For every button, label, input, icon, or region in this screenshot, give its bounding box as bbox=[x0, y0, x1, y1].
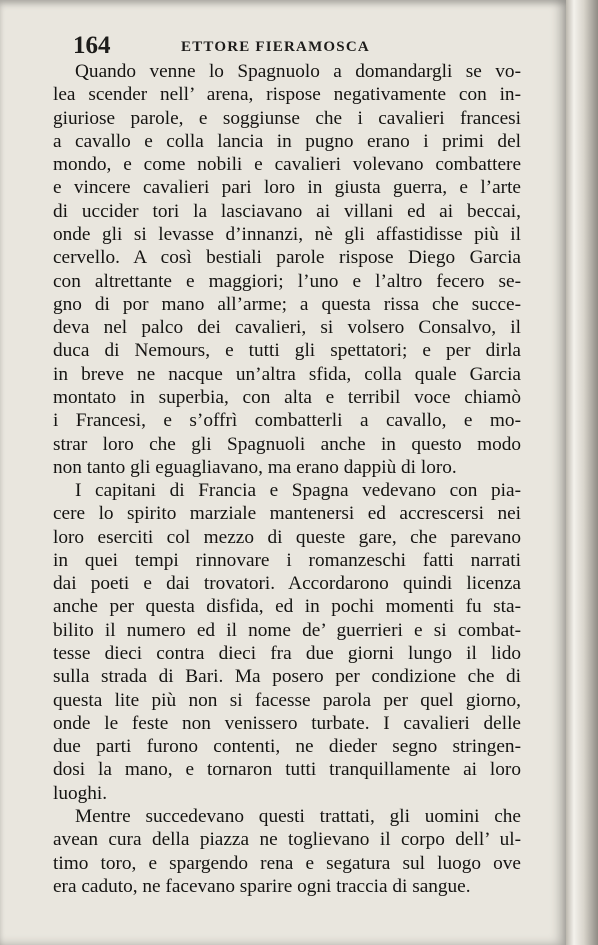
text-line: Mentre succedevano questi trattati, gli uomini che bbox=[75, 806, 521, 827]
text-line: a cavallo e colla lancia in pugno erano i primi del bbox=[53, 130, 521, 152]
text-line: cervello. A così bestiali parole rispose Diego Garcia bbox=[53, 247, 521, 269]
text-line: loro eserciti col mezzo di queste gare, che parevano bbox=[53, 526, 521, 548]
text-line: gno di por mano all’arme; a questa rissa che succe- bbox=[53, 293, 521, 315]
text-line: anche per questa disfida, ed in pochi momenti fu sta- bbox=[53, 596, 521, 618]
text-line: timo toro, e spargendo rena e segatura sul luogo ove bbox=[53, 852, 521, 874]
text-line: duca di Nemours, e tutti gli spettatori; e per dirla bbox=[53, 340, 521, 362]
text-line: luoghi. bbox=[53, 782, 108, 804]
text-line: i Francesi, e s’offrì combatterli a cavallo, e mo- bbox=[53, 410, 521, 432]
text-line: montato in superbia, con alta e terribil voce chiamò bbox=[53, 386, 521, 408]
text-line: con altrettante e maggiori; l’uno e l’altro fecero se- bbox=[53, 270, 521, 292]
text-line: Quando venne lo Spagnuolo a domandargli se vo- bbox=[75, 61, 521, 82]
body-text bbox=[53, 60, 521, 898]
page-edge bbox=[566, 0, 598, 945]
page-number: 164 bbox=[73, 32, 111, 59]
text-line: in breve ne nacque un’altra sfida, colla quale Garcia bbox=[53, 363, 521, 385]
text-line: dai poeti e dai trovatori. Accordarono quindi licenza bbox=[53, 573, 521, 595]
text-line: lea scender nell’ arena, rispose negativamente con in- bbox=[53, 84, 521, 106]
text-line: giuriose parole, e soggiunse che i cavalieri francesi bbox=[53, 107, 521, 129]
paragraph bbox=[53, 805, 521, 898]
text-line: dosi la mano, e tornaron tutti tranquillamente ai loro bbox=[53, 759, 521, 781]
text-line: era caduto, ne facevano sparire ogni traccia di sangue. bbox=[53, 875, 471, 897]
text-line: questa lite più non si facesse parola per quel giorno, bbox=[53, 689, 521, 711]
text-line: cere lo spirito marziale mantenersi ed accrescersi nei bbox=[53, 503, 521, 525]
text-line: mondo, e come nobili e cavalieri volevano combattere bbox=[53, 154, 521, 176]
text-line: onde le feste non venissero turbate. I cavalieri delle bbox=[53, 712, 521, 734]
text-line: di uccider tori la lasciavano ai villani ed ai beccai, bbox=[53, 200, 521, 222]
text-line: onde gli si levasse d’innanzi, nè gli affastidisse più il bbox=[53, 223, 521, 245]
text-line: in quei tempi rinnovare i romanzeschi fatti narrati bbox=[53, 549, 521, 571]
text-line: due parti furono contenti, ne dieder segno stringen- bbox=[53, 736, 521, 758]
text-line: sulla strada di Bari. Ma posero per condizione che di bbox=[53, 666, 521, 688]
text-line: e vincere cavalieri pari loro in giusta guerra, e l’arte bbox=[53, 177, 521, 199]
text-line: strar loro che gli Spagnuoli anche in questo modo bbox=[53, 433, 521, 455]
text-line: tesse dieci contra dieci fra due giorni lungo il lido bbox=[53, 643, 521, 665]
paragraph bbox=[53, 479, 521, 805]
text-line: avean cura della piazza ne toglievano il corpo dell’ ul- bbox=[53, 829, 521, 851]
text-line: deva nel palco dei cavalieri, si volsero Consalvo, il bbox=[53, 317, 521, 339]
text-line: I capitani di Francia e Spagna vedevano con pia- bbox=[75, 480, 521, 502]
page-header bbox=[73, 30, 519, 64]
text-line: bilito il numero ed il nome de’ guerrieri e si combat- bbox=[53, 619, 521, 641]
text-line: non tanto gli eguagliavano, ma erano dappiù di loro. bbox=[53, 456, 457, 478]
running-title: ETTORE FIERAMOSCA bbox=[181, 39, 370, 55]
paragraph bbox=[53, 60, 521, 479]
